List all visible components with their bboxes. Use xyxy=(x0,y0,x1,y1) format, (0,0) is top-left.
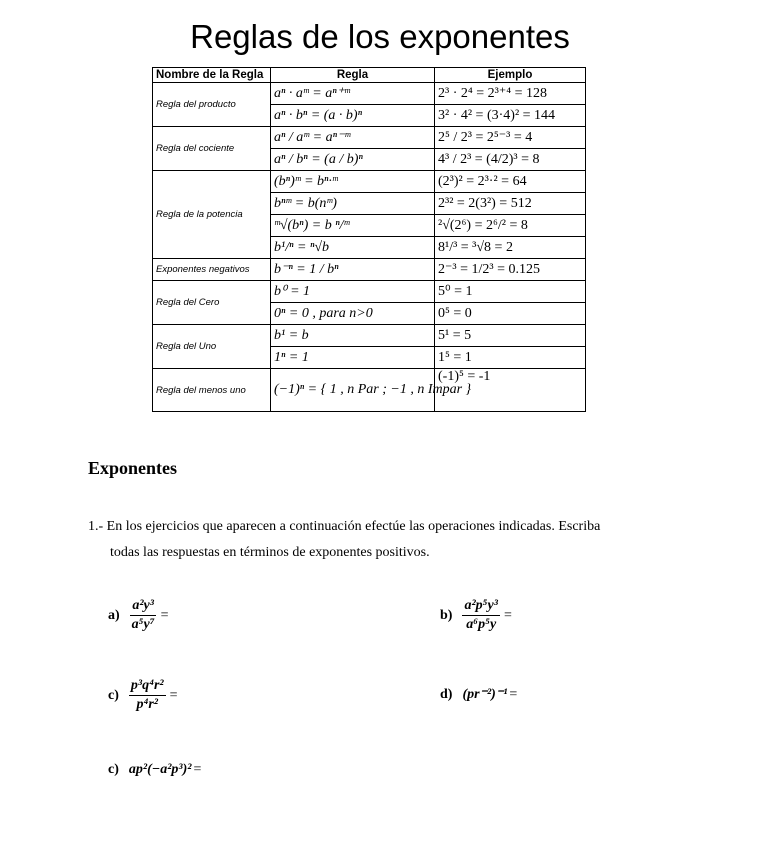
rule-example: 2⁻³ = 1/2³ = 0.125 xyxy=(435,259,586,281)
table-row xyxy=(153,369,586,412)
exercise-label: c) xyxy=(108,687,119,703)
rule-formula: 0ⁿ = 0 , para n>0 xyxy=(271,303,435,325)
instruction-line-1: 1.- En los ejercicios que aparecen a continuación efectúe las operaciones indicadas. Escriba xyxy=(88,519,601,534)
rule-name: Regla del Cero xyxy=(153,281,271,325)
table-row xyxy=(153,127,586,149)
exponent-rules-table xyxy=(152,67,586,412)
numerator: a²y³ xyxy=(130,597,156,616)
rule-name: Regla del producto xyxy=(153,83,271,127)
exercise-instructions xyxy=(88,514,688,566)
rule-name: Exponentes negativos xyxy=(153,259,271,281)
rule-example: (2³)² = 2³·² = 64 xyxy=(435,171,586,193)
rule-example: 4³ / 2³ = (4/2)³ = 8 xyxy=(435,149,586,171)
exercise-a xyxy=(108,597,169,634)
rule-formula: b⁰ = 1 xyxy=(271,281,435,303)
header-rule-name: Nombre de la Regla xyxy=(153,68,271,83)
rule-example: 5¹ = 5 xyxy=(435,325,586,347)
page-title: Reglas de los exponentes xyxy=(190,18,570,55)
denominator: a⁶p⁵y xyxy=(466,617,497,632)
rule-name: Regla del Uno xyxy=(153,325,271,369)
exercise-label: b) xyxy=(440,607,453,623)
rule-example: (-1)⁵ = -1 xyxy=(435,369,586,412)
rule-example: 1⁵ = 1 xyxy=(435,347,586,369)
header-example: Ejemplo xyxy=(435,68,586,83)
rule-formula: ᵐ√(bⁿ) = b ⁿ/ᵐ xyxy=(271,215,435,237)
header-rule: Regla xyxy=(271,68,435,83)
rule-formula: b¹ = b xyxy=(271,325,435,347)
equals-sign: = xyxy=(160,607,169,623)
rule-name: Regla del cociente xyxy=(153,127,271,171)
rule-example: 2³ · 2⁴ = 2³⁺⁴ = 128 xyxy=(435,83,586,105)
rule-formula: b¹/ⁿ = ⁿ√b xyxy=(271,237,435,259)
exercise-d xyxy=(440,686,517,703)
rule-example: 0⁵ = 0 xyxy=(435,303,586,325)
exercise-label: c) xyxy=(108,762,119,777)
numerator: p³q⁴r² xyxy=(129,677,166,696)
table-row xyxy=(153,259,586,281)
numerator: a²p⁵y³ xyxy=(462,597,499,616)
exercise-label: d) xyxy=(440,686,453,702)
rule-name: Regla del menos uno xyxy=(153,369,271,412)
table-row xyxy=(153,281,586,303)
rule-example: 2⁵ / 2³ = 2⁵⁻³ = 4 xyxy=(435,127,586,149)
equals-sign: = xyxy=(503,607,512,623)
expression: ap²(−a²p³)² xyxy=(128,762,192,777)
table-row xyxy=(153,83,586,105)
rule-example: 3² · 4² = (3·4)² = 144 xyxy=(435,105,586,127)
section-title: Exponentes xyxy=(88,458,178,478)
fraction xyxy=(130,597,157,634)
rule-example: 5⁰ = 1 xyxy=(435,281,586,303)
table-row xyxy=(153,171,586,193)
exercise-b xyxy=(440,597,512,634)
rule-formula: (bⁿ)ᵐ = bⁿ·ᵐ xyxy=(271,171,435,193)
equals-sign: = xyxy=(169,687,178,703)
rule-formula: aⁿ · aᵐ = aⁿ⁺ᵐ xyxy=(271,83,435,105)
rule-example: ²√(2⁶) = 2⁶/² = 8 xyxy=(435,215,586,237)
rule-formula: (−1)ⁿ = { 1 , n Par ; −1 , n Impar } xyxy=(271,369,435,412)
instruction-line-2: todas las respuestas en términos de exponentes positivos. xyxy=(110,545,430,560)
table-header-row xyxy=(153,68,586,83)
rule-formula: b⁻ⁿ = 1 / bⁿ xyxy=(271,259,435,281)
table-row xyxy=(153,325,586,347)
rule-example: 2³² = 2(3²) = 512 xyxy=(435,193,586,215)
denominator: a⁵y⁷ xyxy=(131,617,155,632)
rule-name: Regla de la potencia xyxy=(153,171,271,259)
equals-sign: = xyxy=(509,686,518,702)
exercise-c xyxy=(108,677,178,714)
exercise-e xyxy=(108,762,201,778)
fraction xyxy=(462,597,499,634)
exercise-label: a) xyxy=(108,607,120,623)
rule-formula: aⁿ / aᵐ = aⁿ⁻ᵐ xyxy=(271,127,435,149)
rule-formula: aⁿ · bⁿ = (a · b)ⁿ xyxy=(271,105,435,127)
denominator: p⁴r² xyxy=(136,697,158,712)
rule-formula: 1ⁿ = 1 xyxy=(271,347,435,369)
equals-sign: = xyxy=(193,762,202,777)
rule-formula: aⁿ / bⁿ = (a / b)ⁿ xyxy=(271,149,435,171)
rule-example: 8¹/³ = ³√8 = 2 xyxy=(435,237,586,259)
expression: (pr⁻²)⁻¹ xyxy=(462,687,508,702)
rule-formula: bⁿᵐ = b(nᵐ) xyxy=(271,193,435,215)
fraction xyxy=(129,677,166,714)
